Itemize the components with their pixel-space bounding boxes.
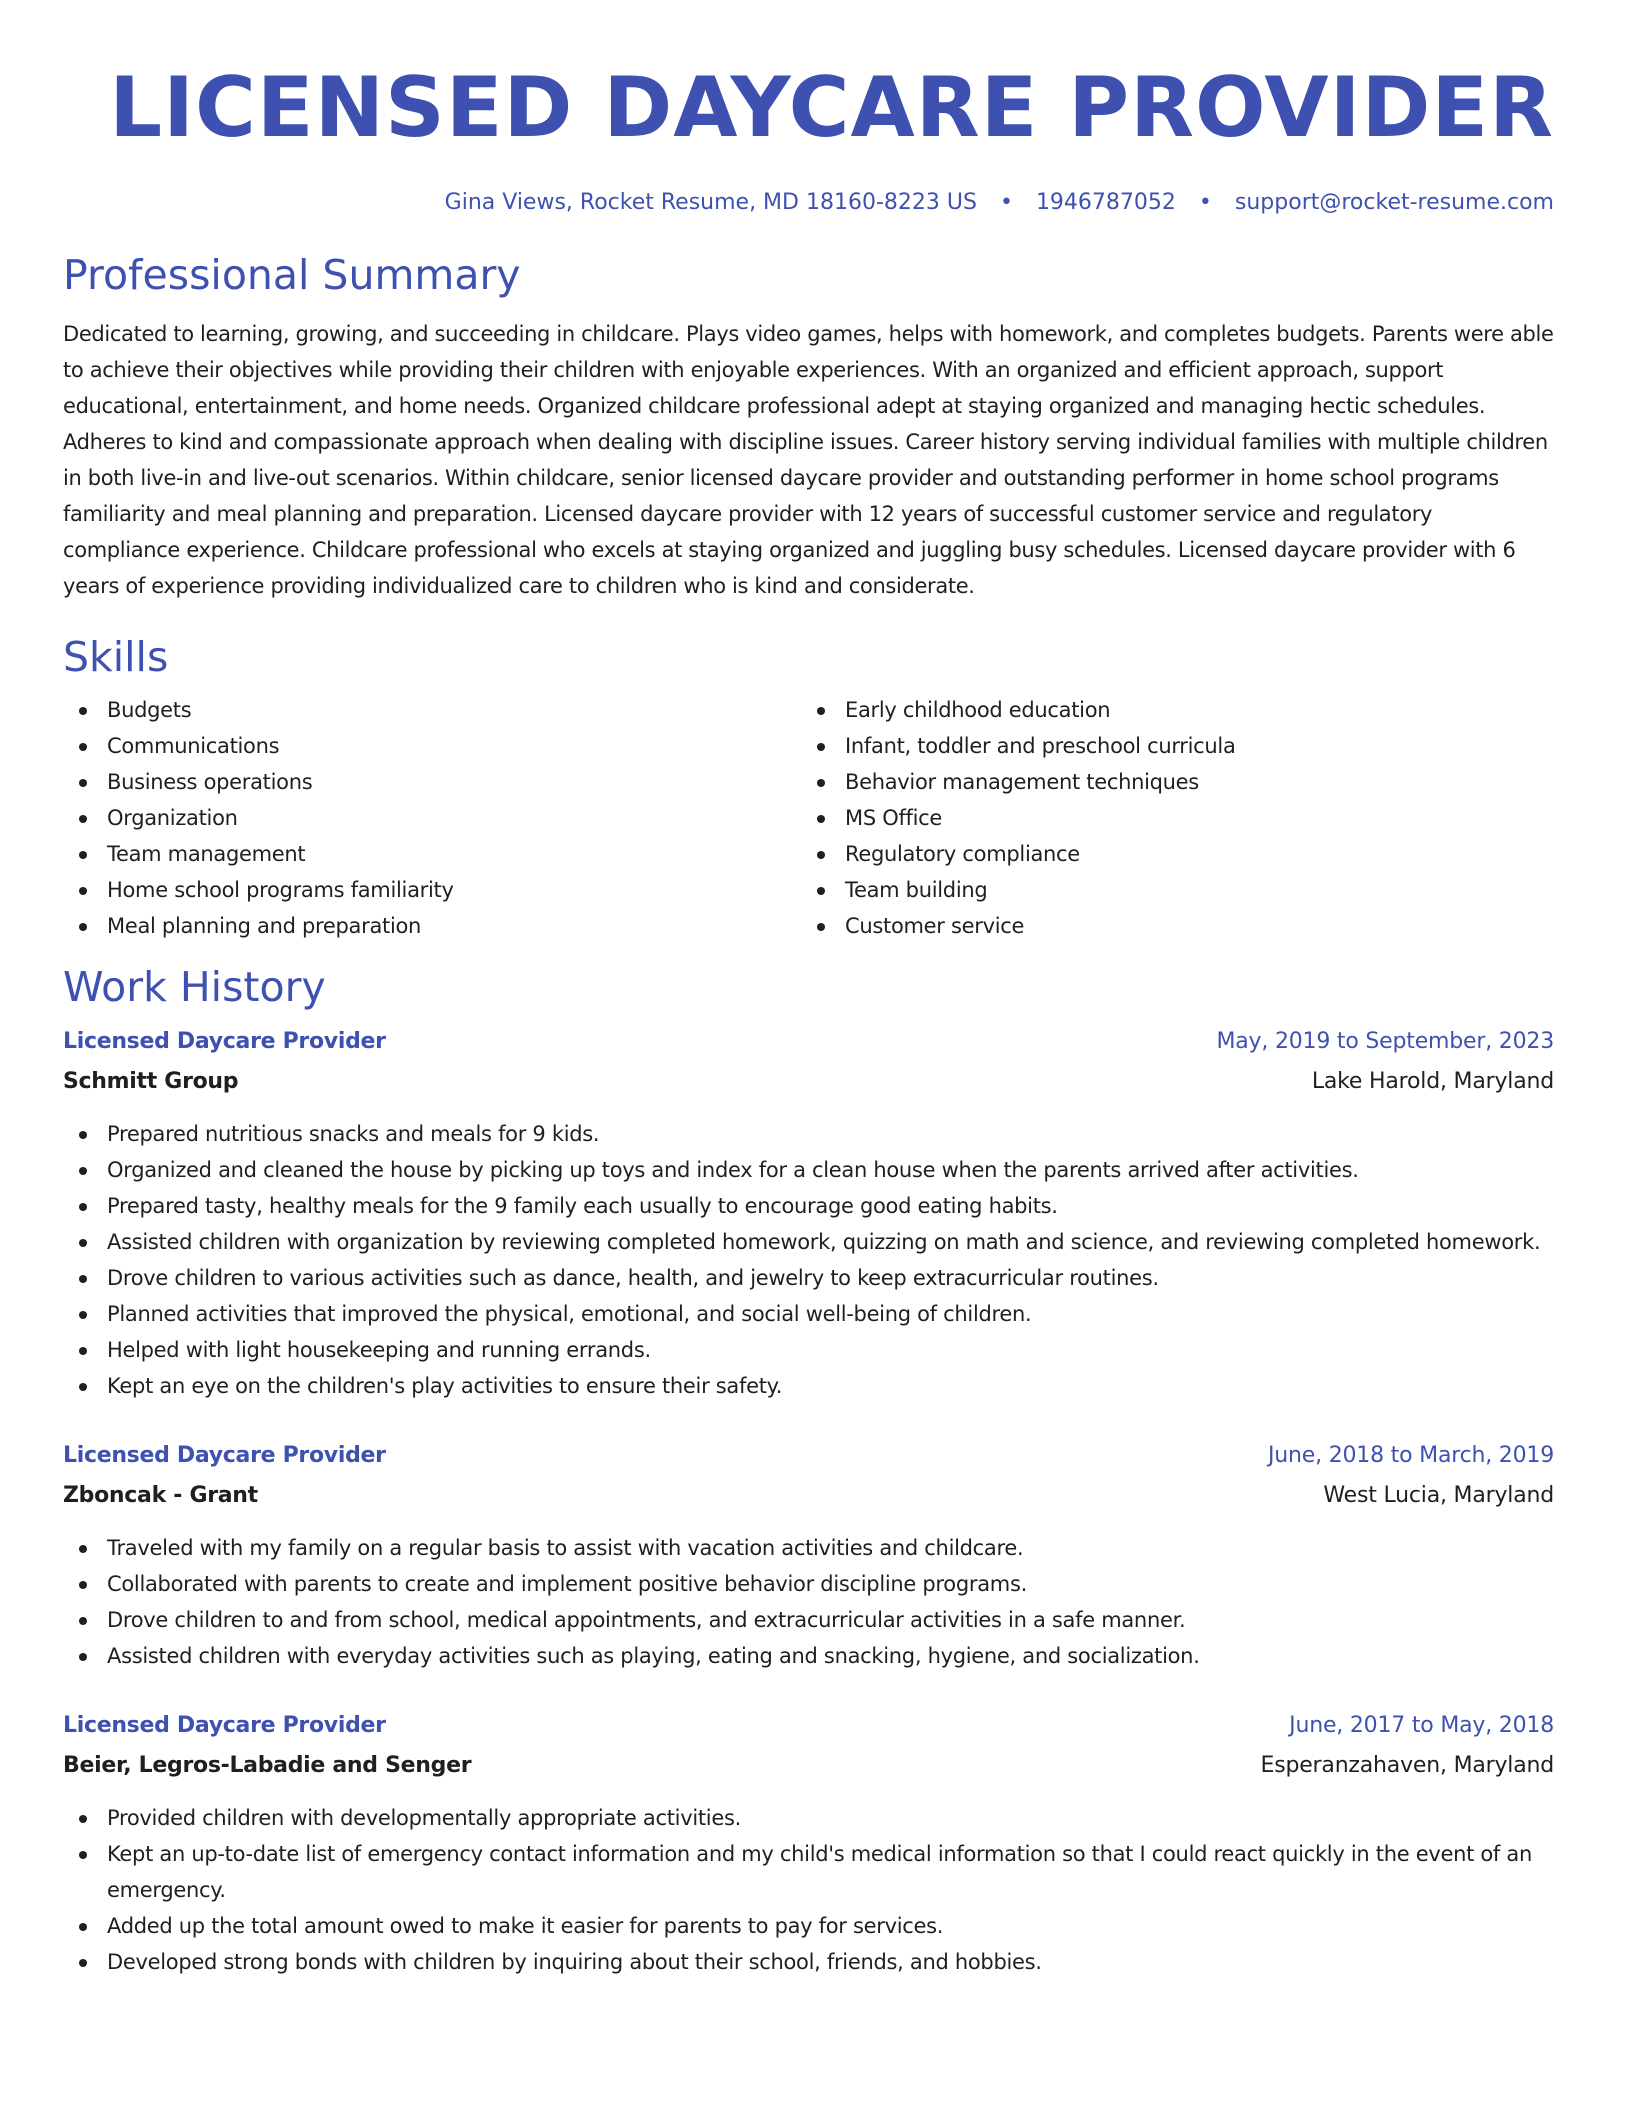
job-bullet: Assisted children with everyday activities such as playing, eating and snacking, hygiene, and socialization. (63, 1638, 1554, 1674)
skills-grid (63, 692, 1554, 944)
job-entry (63, 1024, 1554, 1404)
skill-item: Infant, toddler and preschool curricula (801, 728, 1539, 764)
job-bullet: Prepared nutritious snacks and meals for 9 kids. (63, 1116, 1554, 1152)
job-bullet: Kept an eye on the children's play activities to ensure their safety. (63, 1368, 1554, 1404)
work-history-heading: Work History (63, 963, 326, 1011)
skill-item: MS Office (801, 800, 1539, 836)
skill-item: Meal planning and preparation (63, 908, 801, 944)
job-bullet: Drove children to various activities such as dance, health, and jewelry to keep extracurricular routines. (63, 1260, 1554, 1296)
contact-separator: • (999, 190, 1013, 215)
skill-item: Communications (63, 728, 801, 764)
job-subheader (63, 1064, 1554, 1100)
job-subheader (63, 1478, 1554, 1514)
job-bullets (63, 1116, 1554, 1404)
job-header (63, 1708, 1554, 1744)
job-title: Licensed Daycare Provider (63, 1443, 386, 1468)
job-dates: June, 2018 to March, 2019 (1268, 1443, 1554, 1468)
job-company: Zboncak - Grant (63, 1483, 258, 1508)
job-bullet: Planned activities that improved the physical, emotional, and social well-being of children. (63, 1296, 1554, 1332)
job-bullet: Organized and cleaned the house by picking up toys and index for a clean house when the parents arrived after activities. (63, 1152, 1554, 1188)
resume-name: LICENSED DAYCARE PROVIDER (109, 59, 1554, 156)
job-bullet: Provided children with developmentally appropriate activities. (63, 1800, 1554, 1836)
skills-heading: Skills (63, 633, 169, 681)
skill-item: Business operations (63, 764, 801, 800)
skill-item: Budgets (63, 692, 801, 728)
contact-phone: 1946787052 (1035, 190, 1176, 215)
job-bullet: Collaborated with parents to create and implement positive behavior discipline programs. (63, 1566, 1554, 1602)
job-company: Beier, Legros-Labadie and Senger (63, 1753, 472, 1778)
job-dates: June, 2017 to May, 2018 (1289, 1713, 1554, 1738)
job-company: Schmitt Group (63, 1069, 239, 1094)
skills-column-right (801, 692, 1539, 944)
skill-item: Organization (63, 800, 801, 836)
skill-item: Team building (801, 872, 1539, 908)
job-bullet: Kept an up-to-date list of emergency contact information and my child's medical information so that I could react quickly in the event of an emergency. (63, 1836, 1554, 1908)
job-bullet: Assisted children with organization by reviewing completed homework, quizzing on math and science, and reviewing completed homework. (63, 1224, 1554, 1260)
skill-item: Regulatory compliance (801, 836, 1539, 872)
job-title: Licensed Daycare Provider (63, 1713, 386, 1738)
skill-item: Behavior management techniques (801, 764, 1539, 800)
job-header (63, 1438, 1554, 1474)
job-bullet: Traveled with my family on a regular basis to assist with vacation activities and childcare. (63, 1530, 1554, 1566)
job-header (63, 1024, 1554, 1060)
skill-item: Team management (63, 836, 801, 872)
job-dates: May, 2019 to September, 2023 (1216, 1029, 1554, 1054)
job-subheader (63, 1748, 1554, 1784)
contact-line (63, 188, 1554, 218)
job-bullets (63, 1800, 1554, 1980)
job-location: West Lucia, Maryland (1323, 1483, 1554, 1508)
skill-item: Customer service (801, 908, 1539, 944)
job-entry (63, 1438, 1554, 1674)
job-bullet: Prepared tasty, healthy meals for the 9 family each usually to encourage good eating habits. (63, 1188, 1554, 1224)
skill-item: Early childhood education (801, 692, 1539, 728)
summary-text: Dedicated to learning, growing, and succeeding in childcare. Plays video games, helps with homework, and completes budgets. Parents were able to achieve their objectives while providing their children with enjoyable experiences. With an organized and efficient approach, support educational, entertainment, and home needs. Organized childcare professional adept at staying organized and managing hectic schedules. Adheres to kind and compassionate approach when dealing with discipline issues. Career history serving individual families with multiple children in both live-in and live-out scenarios. Within childcare, senior licensed daycare provider and outstanding performer in home school programs familiarity and meal planning and preparation. Licensed daycare provider with 12 years of successful customer service and regulatory compliance experience. Childcare professional who excels at staying organized and juggling busy schedules. Licensed daycare provider with 6 years of experience providing individualized care to children who is kind and considerate. (63, 322, 1554, 598)
job-entry (63, 1708, 1554, 1980)
job-bullets (63, 1530, 1554, 1674)
job-bullet: Developed strong bonds with children by inquiring about their school, friends, and hobbies. (63, 1944, 1554, 1980)
job-location: Lake Harold, Maryland (1311, 1069, 1554, 1094)
skills-column-left (63, 692, 801, 944)
job-bullet: Added up the total amount owed to make it easier for parents to pay for services. (63, 1908, 1554, 1944)
job-bullet: Helped with light housekeeping and running errands. (63, 1332, 1554, 1368)
contact-separator: • (1198, 190, 1212, 215)
summary-heading: Professional Summary (63, 251, 521, 299)
job-bullet: Drove children to and from school, medical appointments, and extracurricular activities in a safe manner. (63, 1602, 1554, 1638)
job-location: Esperanzahaven, Maryland (1260, 1753, 1554, 1778)
job-title: Licensed Daycare Provider (63, 1029, 386, 1054)
skill-item: Home school programs familiarity (63, 872, 801, 908)
contact-email[interactable]: support@rocket-resume.com (1234, 190, 1554, 215)
contact-address: Gina Views, Rocket Resume, MD 18160-8223 US (444, 190, 977, 215)
